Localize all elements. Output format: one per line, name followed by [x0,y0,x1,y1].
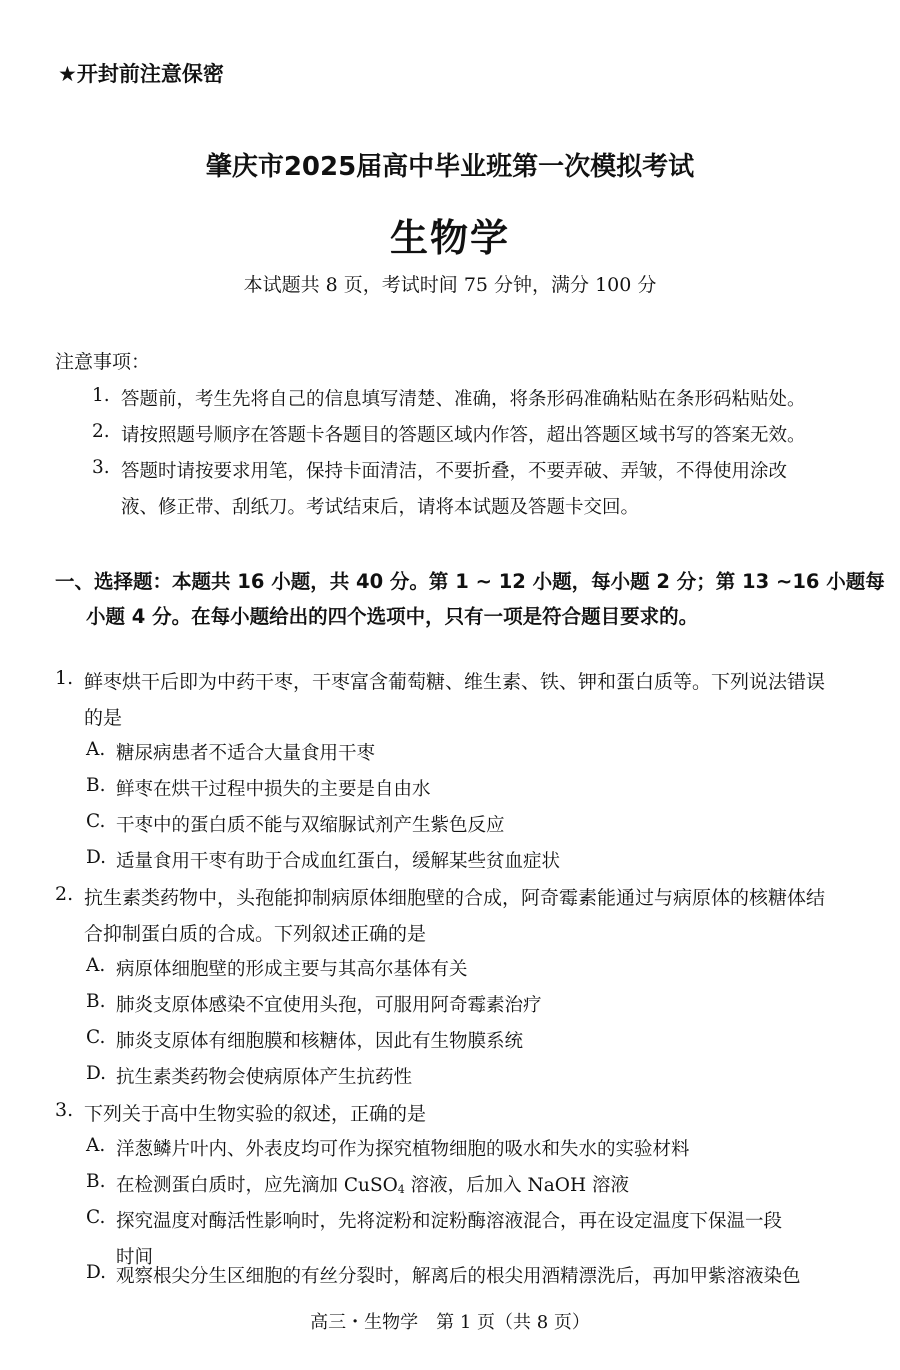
note-2-text: 请按照题号顺序在答题卡各题目的答题区域内作答，超出答题区域书写的答案无效。 [121,425,806,446]
section-heading-line2: 小题 4 分。在每小题给出的四个选项中，只有一项是符合题目要求的。 [86,605,699,628]
subject-title: 生物学 [389,216,510,260]
question-1-stem-line2: 的是 [84,707,123,729]
question-3-option-b-label: B. [86,1171,106,1192]
question-1-stem-line1: 鲜枣烘干后即为中药干枣，干枣富含葡萄糖、维生素、铁、钾和蛋白质等。下列说法错误 [84,671,826,693]
question-2-option-c: 肺炎支原体有细胞膜和核糖体，因此有生物膜系统 [116,1031,524,1052]
question-1-option-d: 适量食用干枣有助于合成血红蛋白，缓解某些贫血症状 [116,851,561,872]
question-1-option-b-label: B. [86,775,106,796]
question-1-number: 1. [55,667,74,689]
question-1-option-a-label: A. [86,739,106,760]
note-2-number: 2. [92,421,110,442]
question-1-option-a: 糖尿病患者不适合大量食用干枣 [116,743,376,764]
section-heading-line1: 一、选择题：本题共 16 小题，共 40 分。第 1 ~ 12 小题，每小题 2 分；第 13 ~16 小题每 [55,570,885,593]
question-1-option-c: 干枣中的蛋白质不能与双缩脲试剂产生紫色反应 [116,815,505,836]
note-3-text-line1: 答题时请按要求用笔，保持卡面清洁，不要折叠，不要弄破、弄皱，不得使用涂改 [121,461,788,482]
question-2-option-b-label: B. [86,991,106,1012]
question-2-option-c-label: C. [86,1027,106,1048]
question-2-option-a: 病原体细胞壁的形成主要与其高尔基体有关 [116,959,468,980]
note-1-number: 1. [92,385,110,406]
question-2-stem-line2: 合抑制蛋白质的合成。下列叙述正确的是 [84,923,427,945]
note-3-number: 3. [92,457,110,478]
question-2-stem-line1: 抗生素类药物中，头孢能抑制病原体细胞壁的合成，阿奇霉素能通过与病原体的核糖体结 [84,887,826,909]
question-2-number: 2. [55,883,74,905]
question-1-option-c-label: C. [86,811,106,832]
question-3-option-a-label: A. [86,1135,106,1156]
question-3-option-c-line1: 探究温度对酶活性影响时，先将淀粉和淀粉酶溶液混合，再在设定温度下保温一段 [116,1211,783,1232]
question-3-option-d: 观察根尖分生区细胞的有丝分裂时，解离后的根尖用酒精漂洗后，再加甲紫溶液染色 [116,1266,801,1287]
question-3-option-c-label: C. [86,1207,106,1228]
confidential-notice: ★开封前注意保密 [58,62,224,86]
question-3-option-b: 在检测蛋白质时，应先滴加 CuSO$_4$ 溶液，后加入 NaOH 溶液 [116,1175,629,1196]
exam-info: 本试题共 8 页，考试时间 75 分钟，满分 100 分 [243,274,657,296]
question-3-number: 3. [55,1099,74,1121]
question-2-option-d: 抗生素类药物会使病原体产生抗药性 [116,1067,413,1088]
question-2-option-d-label: D. [86,1063,107,1084]
question-3-option-a: 洋葱鳞片叶内、外表皮均可作为探究植物细胞的吸水和失水的实验材料 [116,1139,690,1160]
question-3-option-c-line2: 时间 [116,1247,154,1268]
question-1-option-b: 鲜枣在烘干过程中损失的主要是自由水 [116,779,431,800]
question-1-option-d-label: D. [86,847,107,868]
note-3-text-line2: 液、修正带、刮纸刀。考试结束后，请将本试题及答题卡交回。 [121,497,640,518]
note-1-text: 答题前，考生先将自己的信息填写清楚、准确，将条形码准确粘贴在条形码粘贴处。 [121,389,806,410]
exam-title: 肇庆市2025届高中毕业班第一次模拟考试 [205,152,695,182]
page-footer: 高三・生物学 第 1 页（共 8 页） [310,1312,590,1333]
notes-title: 注意事项： [55,351,151,373]
question-3-option-d-label: D. [86,1262,107,1283]
question-2-option-b: 肺炎支原体感染不宜使用头孢，可服用阿奇霉素治疗 [116,995,542,1016]
question-2-option-a-label: A. [86,955,106,976]
question-3-stem: 下列关于高中生物实验的叙述，正确的是 [84,1103,427,1125]
